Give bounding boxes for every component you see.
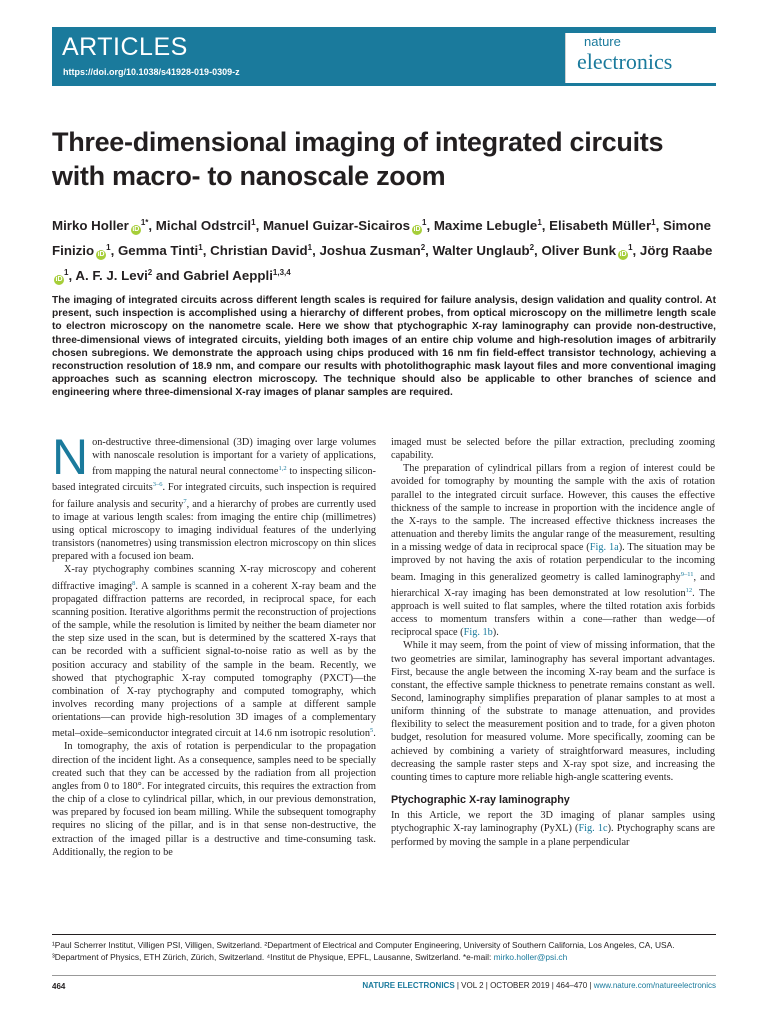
citation[interactable]: 5	[369, 727, 374, 735]
email-link[interactable]: mirko.holler@psi.ch	[493, 952, 568, 962]
figure-link[interactable]: Fig. 1b	[463, 627, 493, 639]
author-name[interactable]: Christian David$^1$	[210, 243, 313, 258]
author-name[interactable]: Oliver Bunk $iD^1$	[541, 243, 633, 258]
citation[interactable]: 9–11	[680, 570, 694, 578]
orcid-icon[interactable]: iD	[413, 226, 421, 233]
affiliation-marker: 1	[628, 243, 633, 252]
affiliation-marker: 2	[420, 243, 426, 252]
author-name[interactable]: Gemma Tinti$^1$	[117, 243, 203, 258]
affiliation-marker: 2	[147, 268, 153, 277]
affiliation-marker: 1	[106, 243, 111, 252]
author-name[interactable]: A. F. J. Levi$^2$	[75, 268, 153, 283]
author-name[interactable]: Michal Odstrcil$^1$	[155, 218, 256, 233]
drop-cap: N	[52, 429, 89, 485]
paragraph: In this Article, we report the 3D imaging of planar samples using ptychographic X-ray laminography (PyXL) (Fig. 1c). Ptychography scans are performed by moving the sample in a plane perpendicular	[391, 810, 715, 848]
abstract: The imaging of integrated circuits across different length scales is required for failure analysis, design validation and quality control. At present, such inspection is accomplished using a hierarchy of different probes, from optical microscopy on the millimetre length scale to electron microscopy on the nanometre scale. Here we show that ptychographic X-ray laminography can provide non-destructive, three-dimensional views of integrated circuits, yielding both images of an entire chip volume and high-resolution images of arbitrarily chosen subregions. We demonstrate the approach using chips produced with 16 nm fin field-effect transistor technology, achieving a reconstruction resolution of 18.9 nm, and compare our results with photolithographic mask layout files and more conventional imaging approaches such as scanning electron microscopy. The technique should also be applicable to other branches of science and engineering where three-dimensional X-ray images of planar samples are required.	[52, 295, 716, 399]
paragraph: X-ray ptychography combines scanning X-ray microscopy and coherent diffractive imaging$^8$. A sample is scanned in a coherent X-ray beam and the propagated diffraction patterns are recorded, in reciprocal space, for each scanning position. Iterative algorithms permit the reconstruction of projections of the sample, while the resolution is limited by neither the beam diameter nor the step size used in the scan, but is determined by the scattered X-rays that can be recorded with a sufficient signal-to-noise ratio as well as by the position accuracy and stability of the sample in the beam. Recently, we showed that ptychographic X-ray computed tomography (PXCT)—the combination of X-ray ptychography and computed tomography, which involves recording many projections of a sample at different sample orientations—can provide high-resolution 3D images of a complementary metal–oxide–semiconductor integrated circuit at 14.6 nm isotropic resolution$^5$.	[52, 564, 377, 740]
affiliation-marker: 1	[651, 218, 656, 227]
affiliation-marker: 1	[422, 218, 427, 227]
paragraph: In tomography, the axis of rotation is perpendicular to the propagation direction of the incident light. As a consequence, samples need to be specially created such that they can be accessed by the radiation from all projection angles from 0 to 180°. For integrated circuits, this requires the extraction from the chip of a close to cylindrical pillar, which, in our previous demonstration, was prepared by focused ion beam milling. While the subsequent tomography requires no slicing of the pillar, and is in that sense non-destructive, the extraction of the imaged pillar is a destructive and time-consuming task. Additionally, the region to be	[52, 741, 376, 858]
author-name[interactable]: Jörg RaabeiD$^1$	[55, 243, 713, 283]
author-name[interactable]: Walter Unglaub$^2$	[432, 243, 535, 258]
author-name[interactable]: Gabriel Aeppli$^{1,3,4}$	[183, 268, 291, 283]
orcid-icon[interactable]: iD	[55, 276, 63, 283]
affiliation-marker: 1	[307, 243, 313, 252]
author-name[interactable]: Mirko Holler $iD^{1*}$	[52, 218, 149, 233]
orcid-icon[interactable]: iD	[132, 226, 140, 233]
author-name[interactable]: Manuel Guizar-Sicairos $iD^1$	[262, 218, 427, 233]
citation[interactable]: 3–6	[152, 481, 163, 489]
affiliation-marker: 2	[529, 243, 535, 252]
logo-top-text: nature	[584, 34, 621, 49]
affiliation-marker: 1	[251, 218, 256, 227]
orcid-icon[interactable]: iD	[619, 251, 627, 258]
paragraph: The preparation of cylindrical pillars from a region of interest could be avoided for tomography by mounting the sample with the axis of rotation parallel to the integrated circuit surface. However, this causes the effective thickness of the sample to increase in proportion with the incidence angle of the X-rays to the sample. The increased effective thickness increases the attenuation and thereby limits the angular range of the measurement, resulting in a missing wedge of data in reciprocal space (Fig. 1a). The situation may be improved by not having the axis of rotation perpendicular to the incoming beam. Imaging in this generalized geometry is called laminography$^{9-11}$, and hierarchical X-ray imaging has been demonstrated at low resolution$^{12}$. The approach is well suited to flat samples, where the tilted rotation axis forbids access to momentum transfers within a cone—rather than wedge—of reciprocal space (Fig. 1b).	[391, 463, 716, 639]
journal-logo	[565, 33, 719, 83]
figure-link[interactable]: Fig. 1c	[578, 823, 608, 835]
author-name[interactable]: Simone Finizio $iD^1$	[52, 218, 711, 258]
author-name[interactable]: Elisabeth Müller$^1$	[549, 218, 656, 233]
paragraph: Non-destructive three-dimensional (3D) imaging over large volumes with nanoscale resolution is important for a variety of applications, from mapping the natural neural connectome$^{1,2}$ to inspecting silicon-based integrated circuits$^{3-6}$. For integrated circuits, such inspection is required for failure analysis and security$^7$, and a hierarchy of probes are currently used to image at various length scales: from imaging the entire chip (millimetres) using optical microscopy to imaging individual features of the underlying transistors (nanometres) using transmission electron microscopy on thin slices prepared with a focused ion beam.	[52, 429, 376, 563]
footer-divider	[52, 975, 716, 976]
affiliation-marker: 1,3,4	[272, 268, 291, 277]
doi-link[interactable]: https://doi.org/10.1038/s41928-019-0309-z	[63, 67, 240, 77]
page-number: 464	[52, 982, 66, 991]
affiliation-marker: 1	[64, 268, 69, 277]
body-column-right	[391, 436, 715, 849]
author-name[interactable]: Joshua Zusman$^2$	[319, 243, 426, 258]
logo-bottom-text: electronics	[577, 49, 673, 74]
figure-link[interactable]: Fig. 1a	[589, 542, 619, 554]
author-name[interactable]: Maxime Lebugle$^1$	[433, 218, 542, 233]
citation[interactable]: 8	[132, 579, 136, 587]
footnote-divider	[52, 934, 716, 935]
footer-journal: NATURE ELECTRONICS	[362, 981, 455, 990]
author-list: Mirko Holler $iD^{1*}$, Michal Odstrcil$^1$, Manuel Guizar-Sicairos $iD^1$, Maxime Lebugle$^1$, Elisabeth Müller$^1$, Simone Finizio $iD^1$, Gemma Tinti$^1$, Christian David$^1$, Joshua Zusman$^2$, Walter Unglaub$^2$, Oliver Bunk $iD^1$, Jörg RaabeiD$^1$, A. F. J. Levi$^2$ and Gabriel Aeppli$^{1,3,4}$	[52, 218, 713, 283]
paragraph: imaged must be selected before the pillar extraction, precluding zooming capability.	[391, 437, 715, 462]
affiliation-marker: 1	[198, 243, 203, 252]
section-label: ARTICLES	[62, 33, 188, 61]
orcid-icon[interactable]: iD	[97, 251, 105, 258]
affiliation-marker: 1	[537, 218, 542, 227]
citation[interactable]: 12	[685, 586, 693, 594]
citation[interactable]: 7	[183, 497, 187, 505]
article-title: Three-dimensional imaging of integrated circuits with macro- to nanoscale zoom	[52, 127, 664, 191]
footer-url[interactable]: www.nature.com/natureelectronics	[593, 981, 716, 990]
body-column-left	[52, 429, 377, 859]
paragraph: While it may seem, from the point of view of missing information, that the two geometries are similar, laminography has several important advantages. First, because the angle between the incoming X-ray beam and the surface is constant, the effective sample thickness to penetrate remains constant as well. Second, laminography simplifies preparation of planar samples to at most a uniform thinning of the substrate to manage attenuation, and provides flexibility to select the measurement position and to trade, for a given photon budget, resolution for measured volume. More specifically, zooming can be achieved by combining a variety of straightforward measures, including decreasing the sample raster steps and X-ray spot size, and increasing the counting times to capture more reliable high-angle scattering events.	[391, 640, 715, 783]
affiliation-marker: 1*	[140, 218, 149, 227]
footer-issue: | VOL 2 | OCTOBER 2019 | 464–470 |	[454, 981, 594, 990]
section-heading: Ptychographic X-ray laminography	[391, 794, 570, 807]
affiliations-footnote: ¹Paul Scherrer Institut, Villigen PSI, Villigen, Switzerland. ²Department of Electrical and Computer Engineering, University of Southern California, Los Angeles, CA, USA. ³Department of Physics, ETH Zürich, Zürich, Switzerland. ⁴Institut de Physique, EPFL, Lausanne, Switzerland. *e-mail: mirko.holler@psi.ch	[52, 940, 675, 962]
footer-info	[362, 981, 716, 990]
citation[interactable]: 1,2	[278, 465, 287, 473]
